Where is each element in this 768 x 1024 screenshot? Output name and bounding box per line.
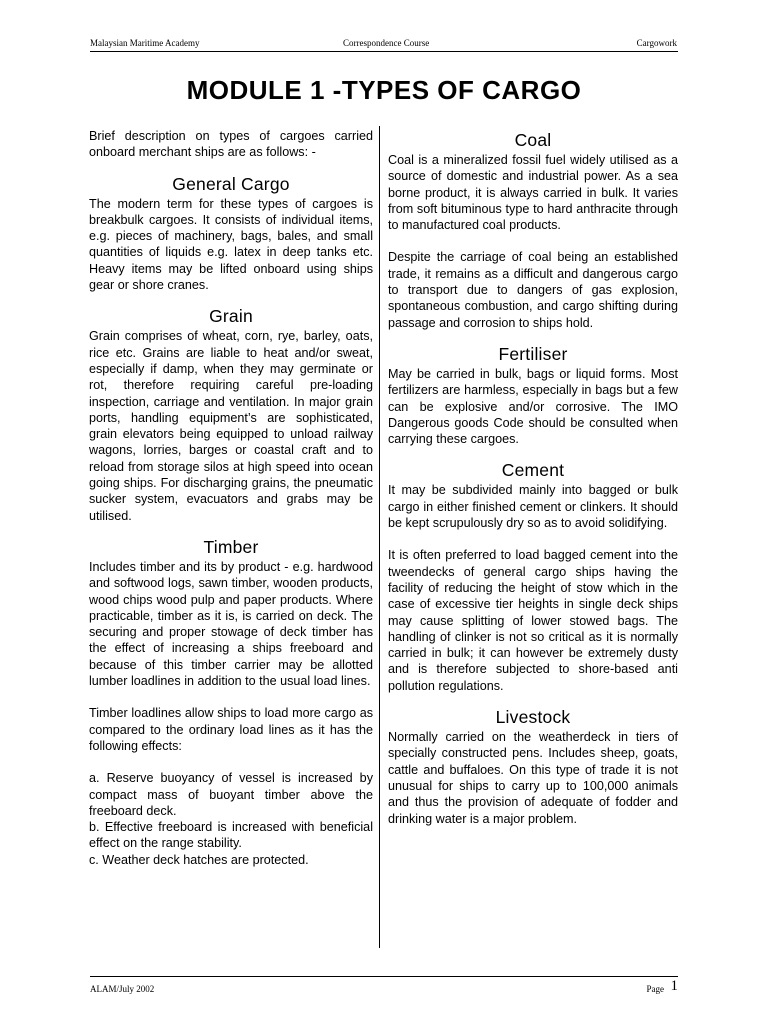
timber-heading: Timber [203, 536, 259, 557]
header-rule [90, 51, 678, 52]
header-course: Correspondence Course [343, 38, 430, 48]
footer-page-label: Page [646, 984, 664, 994]
grain-heading: Grain [209, 306, 253, 327]
livestock-text: Normally carried on the weatherdeck in tiers of specially constructed pens. Includes sheep, goats, cattle and buffaloes. On this type of trade it is not unusual for ships to carry up to 100,000 animals and thus the provision of adequate of fodder and drinking water is a major problem. [388, 730, 678, 826]
grain-text: Grain comprises of wheat, corn, rye, barley, oats, rice etc. Grains are liable to heat and/or sweat, especially if damp, when they may germinate or rot, therefore requiring careful pre-loading inspection, carriage and ventilation. In major grain ports, handling equipment’s are sophisticated, grain elevators being equipped to unload railway wagons, lorries, barges or coastal craft and to reload from storage silos at high speed into ocean going ships. For discharging grains, the pneumatic sucker system, evacuators and grabs may be utilised. [89, 329, 373, 523]
cement-text-2: It is often preferred to load bagged cement into the tweendecks of general cargo ships having the facility of reducing the height of stow which in the case of excessive tier heights in single deck ships may cause splitting of lower stowed bags. The handling of clinker is not so critical as it is normally carried in bulk; it can however be extremely dusty and is therefore subjected to shore-based anti pollution regulations. [388, 548, 678, 693]
timber-item-a: a. Reserve buoyancy of vessel is increased by compact mass of buoyant timber above the freeboard deck. [89, 771, 373, 818]
intro-paragraph: Brief description on types of cargoes carried onboard merchant ships are as follows: - [89, 129, 373, 160]
general-cargo-heading: General Cargo [172, 173, 290, 194]
cement-heading: Cement [501, 460, 565, 481]
page-header [90, 38, 677, 52]
timber-item-b: b. Effective freeboard is increased with beneficial effect on the range stability. [89, 820, 373, 851]
column-divider [379, 126, 380, 948]
timber-item-c: c. Weather deck hatches are protected. [89, 852, 309, 867]
footer-rule [90, 976, 678, 977]
page-title: MODULE 1 -TYPES OF CARGO [186, 75, 582, 105]
general-cargo-text: The modern term for these types of cargoes is breakbulk cargoes. It consists of individual items, e.g. pieces of machinery, bags, bales, and small quantities of liquids e.g. latex in deep tanks etc. Heavy items may be lifted onboard using ships gear or shore cranes. [89, 196, 373, 293]
left-column [89, 128, 373, 868]
footer-date: ALAM/July 2002 [90, 984, 155, 994]
timber-text-1: Includes timber and its by product - e.g. hardwood and softwood logs, sawn timber, wooden products, wood chips wood pulp and paper products. Where practicable, timber as it is, is carried on deck. The securing and proper stowage of deck timber has the effect of increasing a ships freeboard and because of this timber carrier may be allotted lumber loadlines in addition to the usual load lines. [89, 559, 373, 689]
timber-text-2: Timber loadlines allow ships to load more cargo as compared to the ordinary load lines as it has the following effects: [89, 706, 373, 753]
fertiliser-text: May be carried in bulk, bags or liquid forms. Most fertilizers are harmless, especially in bags but a few can be explosive and/or corrosive. The IMO Dangerous goods Code should be consulted when carrying these cargoes. [388, 366, 678, 447]
coal-text-2: Despite the carriage of coal being an established trade, it remains as a difficult and dangerous cargo to transport due to dangers of gas explosion, spontaneous combustion, and cargo shifting during passage and corrosion to ships hold. [388, 250, 678, 330]
cement-text-1: It may be subdivided mainly into bagged or bulk cargo in either finished cement or clinkers. It should be kept scrupulously dry so as to avoid solidifying. [388, 483, 678, 531]
header-subject: Cargowork [636, 38, 677, 48]
right-column [388, 128, 678, 827]
fertiliser-heading: Fertiliser [498, 343, 568, 364]
livestock-heading: Livestock [495, 707, 571, 728]
coal-text-1: Coal is a mineralized fossil fuel widely utilised as a source of domestic and industrial power. As a sea borne product, it is always carried in bulk. It varies from soft bituminous type to hard anthracite through to manufactured coal products. [388, 153, 678, 233]
footer-page-number: 1 [670, 978, 678, 994]
coal-heading: Coal [514, 130, 552, 150]
header-academy: Malaysian Maritime Academy [90, 38, 200, 48]
